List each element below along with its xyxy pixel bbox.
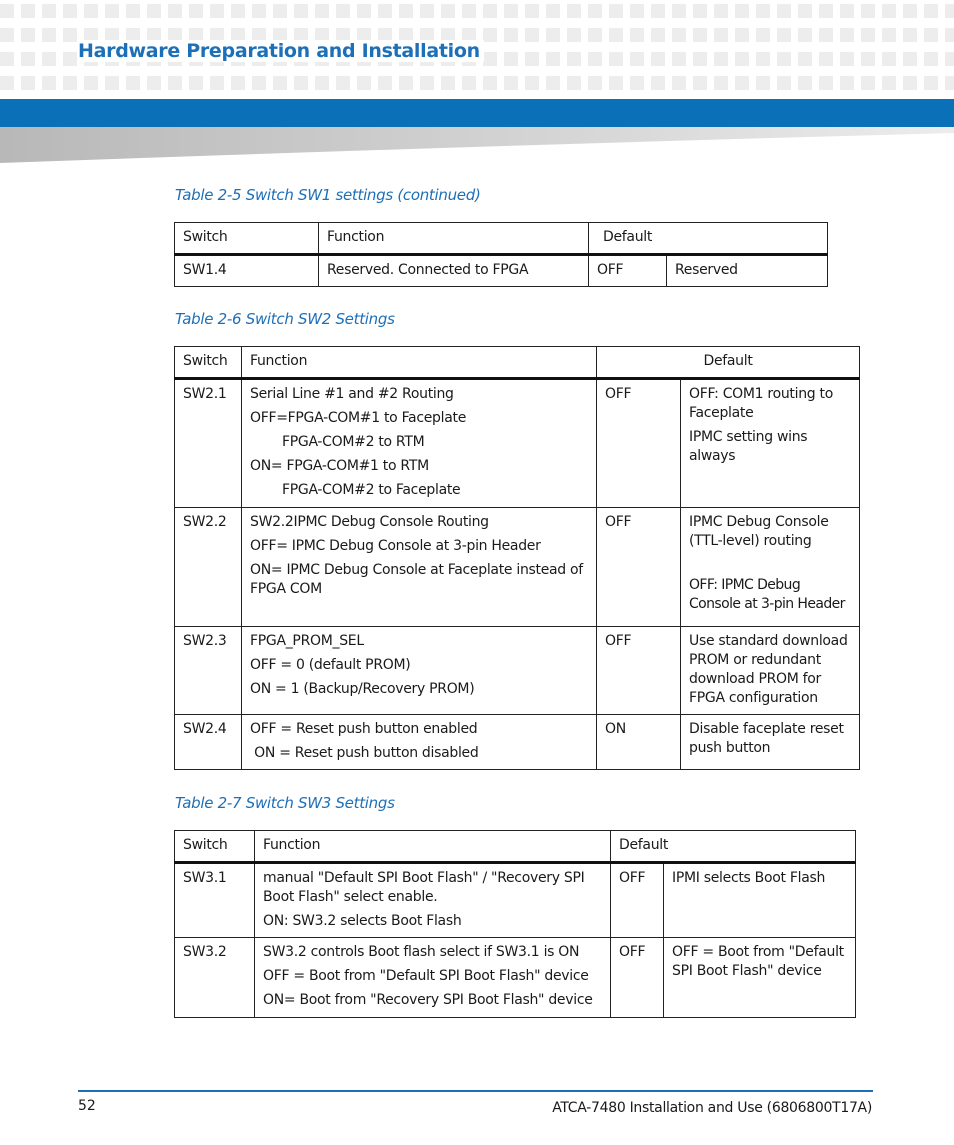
cell-switch: SW2.1 bbox=[175, 379, 242, 508]
header-gray-swoosh bbox=[0, 127, 954, 165]
function-line: FPGA-COM#2 to RTM bbox=[282, 434, 425, 450]
function-line: ON= FPGA-COM#1 to RTM bbox=[250, 458, 429, 474]
header-default: Default bbox=[589, 223, 828, 255]
cell-switch: SW3.2 bbox=[175, 938, 255, 1018]
note-line: OFF = Boot from "Default SPI Boot Flash" device bbox=[672, 944, 844, 979]
page-section-title: Hardware Preparation and Installation bbox=[78, 40, 484, 62]
cell-function bbox=[242, 508, 597, 627]
header-blue-band bbox=[0, 99, 954, 127]
note-line: IPMC Debug Console (TTL-level) routing bbox=[689, 514, 829, 549]
cell-default-note: Reserved bbox=[667, 255, 828, 287]
cell-default-note bbox=[664, 938, 856, 1018]
table-sw1 bbox=[174, 222, 828, 287]
table-row bbox=[175, 715, 860, 770]
table-row bbox=[175, 379, 860, 508]
cell-switch: SW3.1 bbox=[175, 863, 255, 938]
note-line: OFF: IPMC Debug Console at 3-pin Header bbox=[689, 577, 845, 612]
cell-default-value: OFF bbox=[611, 938, 664, 1018]
function-line: ON = 1 (Backup/Recovery PROM) bbox=[250, 681, 475, 697]
cell-function bbox=[242, 627, 597, 715]
function-line: SW2.2IPMC Debug Console Routing bbox=[250, 514, 489, 530]
header-switch: Switch bbox=[175, 223, 319, 255]
header-function: Function bbox=[242, 347, 597, 379]
cell-switch: SW2.2 bbox=[175, 508, 242, 627]
function-line: ON= Boot from "Recovery SPI Boot Flash" device bbox=[263, 992, 593, 1008]
cell-function bbox=[242, 379, 597, 508]
cell-default-value: ON bbox=[597, 715, 681, 770]
cell-switch: SW2.4 bbox=[175, 715, 242, 770]
table-sw2 bbox=[174, 346, 860, 770]
cell-function bbox=[255, 938, 611, 1018]
note-spacer bbox=[689, 556, 851, 576]
cell-default-value: OFF bbox=[589, 255, 667, 287]
footer-document-title: ATCA-7480 Installation and Use (6806800T17A) bbox=[552, 1100, 872, 1116]
cell-default-value: OFF bbox=[597, 508, 681, 627]
header-default: Default bbox=[611, 831, 856, 863]
header-function: Function bbox=[255, 831, 611, 863]
function-line: OFF = Boot from "Default SPI Boot Flash" device bbox=[263, 968, 589, 984]
function-line: FPGA_PROM_SEL bbox=[250, 633, 364, 649]
cell-switch: SW1.4 bbox=[175, 255, 319, 287]
cell-default-note bbox=[681, 379, 860, 508]
table-row bbox=[175, 627, 860, 715]
note-line: Disable faceplate reset push button bbox=[689, 721, 844, 756]
function-line: manual "Default SPI Boot Flash" / "Recovery SPI Boot Flash" select enable. bbox=[263, 870, 585, 905]
function-line: ON = Reset push button disabled bbox=[250, 745, 479, 761]
cell-function bbox=[255, 863, 611, 938]
footer-rule bbox=[78, 1090, 873, 1092]
cell-default-value: OFF bbox=[597, 627, 681, 715]
cell-default-note bbox=[681, 508, 860, 627]
table-sw2-caption: Table 2-6 Switch SW2 Settings bbox=[175, 310, 395, 328]
header-function: Function bbox=[319, 223, 589, 255]
table-row bbox=[175, 938, 856, 1018]
header-switch: Switch bbox=[175, 347, 242, 379]
cell-function bbox=[242, 715, 597, 770]
cell-default-note bbox=[681, 627, 860, 715]
cell-function: Reserved. Connected to FPGA bbox=[319, 255, 589, 287]
cell-default-value: OFF bbox=[597, 379, 681, 508]
note-line: OFF: COM1 routing to Faceplate bbox=[689, 386, 833, 421]
table-sw3 bbox=[174, 830, 856, 1018]
function-line: FPGA-COM#2 to Faceplate bbox=[282, 482, 461, 498]
table-sw1-caption: Table 2-5 Switch SW1 settings (continued) bbox=[175, 186, 481, 204]
function-line: ON: SW3.2 selects Boot Flash bbox=[263, 913, 462, 929]
table-header-row bbox=[175, 831, 856, 863]
note-line: IPMI selects Boot Flash bbox=[672, 870, 826, 886]
function-line: SW3.2 controls Boot flash select if SW3.1 is ON bbox=[263, 944, 580, 960]
header-switch: Switch bbox=[175, 831, 255, 863]
table-header-row bbox=[175, 223, 828, 255]
cell-default-note bbox=[681, 715, 860, 770]
function-line: Serial Line #1 and #2 Routing bbox=[250, 386, 454, 402]
table-row bbox=[175, 255, 828, 287]
table-row bbox=[175, 863, 856, 938]
cell-default-note bbox=[664, 863, 856, 938]
note-line: IPMC setting wins always bbox=[689, 429, 808, 464]
table-header-row bbox=[175, 347, 860, 379]
function-line: ON= IPMC Debug Console at Faceplate instead of FPGA COM bbox=[250, 562, 583, 597]
function-line: OFF=FPGA-COM#1 to Faceplate bbox=[250, 410, 467, 426]
table-row bbox=[175, 508, 860, 627]
table-sw3-caption: Table 2-7 Switch SW3 Settings bbox=[175, 794, 395, 812]
page-number: 52 bbox=[78, 1098, 96, 1114]
cell-switch: SW2.3 bbox=[175, 627, 242, 715]
header-default: Default bbox=[597, 347, 860, 379]
note-line: Use standard download PROM or redundant download PROM for FPGA configuration bbox=[689, 633, 848, 706]
function-line: OFF= IPMC Debug Console at 3-pin Header bbox=[250, 538, 541, 554]
function-line: OFF = Reset push button enabled bbox=[250, 721, 478, 737]
function-line: OFF = 0 (default PROM) bbox=[250, 657, 411, 673]
cell-default-value: OFF bbox=[611, 863, 664, 938]
